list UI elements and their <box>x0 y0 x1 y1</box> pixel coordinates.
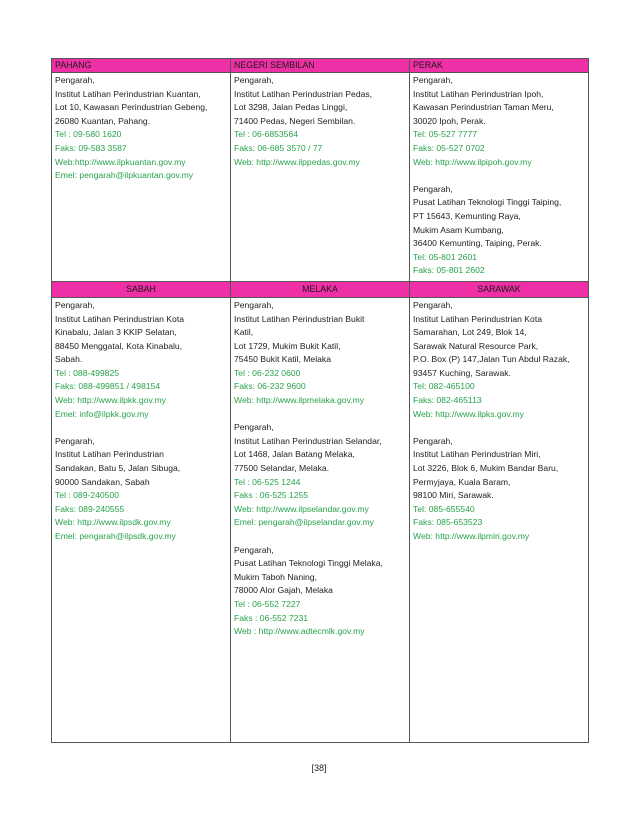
contact-line: Web: http://www.ilppedas.gov.my <box>234 156 360 167</box>
institute-entry <box>55 435 228 544</box>
contact-line: Emel: pengarah@ilpkuantan.gov.my <box>55 170 194 181</box>
state-header-pahang: PAHANG <box>52 59 231 73</box>
contact-line: Faks: 088-499851 / 498154 <box>55 381 161 392</box>
contact-line: Tel : 06-525 1244 <box>234 476 301 487</box>
header-row-1 <box>52 59 589 73</box>
contact-line: Faks : 06-552 7231 <box>234 612 309 623</box>
entry-spacer <box>413 421 586 435</box>
address-line: 88450 Menggatal, Kota Kinabalu, <box>55 340 183 351</box>
address-line: Institut Latihan Perindustrian Kuantan, <box>55 88 201 99</box>
address-line: Katil, <box>234 327 254 338</box>
cell-melaka <box>231 297 410 742</box>
contact-line: Web: http://www.ilpsdk.gov.my <box>55 517 171 528</box>
address-line: Sandakan, Batu 5, Jalan Sibuga, <box>55 463 181 474</box>
cell-perak <box>410 73 589 282</box>
address-line: Sarawak Natural Resource Park, <box>413 340 539 351</box>
contact-line: Faks: 05-801 2602 <box>413 265 485 276</box>
address-line: Samarahan, Lot 249, Blok 14, <box>413 327 527 338</box>
content-row-1 <box>52 73 589 282</box>
cell-sabah <box>52 297 231 742</box>
contact-line: Faks: 089-240555 <box>55 503 125 514</box>
contact-line: Web: http://www.ilpks.gov.my <box>413 408 524 419</box>
address-line: Lot 3298, Jalan Pedas Linggi, <box>234 102 348 113</box>
contact-line: Tel: 05-527 7777 <box>413 129 478 140</box>
institute-entry <box>413 299 586 421</box>
institute-entry <box>413 435 586 544</box>
state-header-negeri-sembilan: NEGERI SEMBILAN <box>231 59 410 73</box>
address-line: 78000 Alor Gajah, Melaka <box>234 585 333 596</box>
institute-entry <box>234 74 407 169</box>
address-line: Pengarah, <box>55 299 95 310</box>
address-line: PT 15643, Kemunting Raya, <box>413 210 521 221</box>
entry-spacer <box>55 421 228 435</box>
contact-line: Faks: 09-583 3587 <box>55 142 127 153</box>
address-line: Lot 10, Kawasan Perindustrian Gebeng, <box>55 102 208 113</box>
contact-line: Tel : 09-580 1620 <box>55 129 122 140</box>
address-line: 30020 Ipoh, Perak. <box>413 115 486 126</box>
contact-line: Web : http://www.adtecmlk.gov.my <box>234 626 365 637</box>
address-line: Institut Latihan Perindustrian Bukit <box>234 313 365 324</box>
institute-entry <box>234 544 407 639</box>
contact-line: Faks: 085-653523 <box>413 517 483 528</box>
contact-line: Faks: 082-465113 <box>413 395 482 406</box>
address-line: Kinabalu, Jalan 3 KKIP Selatan, <box>55 327 177 338</box>
institute-entry <box>413 183 586 278</box>
contact-line: Web: http://www.ilpipoh.gov.my <box>413 156 532 167</box>
address-line: Mukim Asam Kumbang, <box>413 224 504 235</box>
address-line: Lot 1729, Mukim Bukit Katil, <box>234 340 341 351</box>
address-line: 98100 Miri, Sarawak. <box>413 490 494 501</box>
content-row-2 <box>52 297 589 742</box>
contact-line: Web: http://www.ilpmiri.gov.my <box>413 531 530 541</box>
address-line: 26080 Kuantan, Pahang. <box>55 115 151 126</box>
address-line: 71400 Pedas, Negeri Sembilan. <box>234 115 356 126</box>
address-line: Pengarah, <box>55 75 95 85</box>
state-header-sabah: SABAH <box>52 281 231 297</box>
address-line: 36400 Kemunting, Taiping, Perak. <box>413 238 542 249</box>
institute-entry <box>413 74 586 169</box>
institute-entry <box>234 299 407 408</box>
address-line: Institut Latihan Perindustrian Kota <box>413 313 542 324</box>
address-line: Pengarah, <box>413 75 453 85</box>
contact-line: Tel : 06-232 0600 <box>234 367 301 378</box>
address-line: Pengarah, <box>413 435 453 446</box>
contact-line: Faks: 06-685 3570 / 77 <box>234 142 323 153</box>
contact-line: Emel: info@ilpkk.gov.my <box>55 408 149 419</box>
address-line: Lot 1468, Jalan Batang Melaka, <box>234 449 355 460</box>
institute-directory-table <box>51 58 589 743</box>
contact-line: Tel : 088-499825 <box>55 367 120 378</box>
address-line: Institut Latihan Perindustrian Kota <box>55 313 184 324</box>
address-line: Pengarah, <box>413 299 453 310</box>
address-line: Institut Latihan Perindustrian Ipoh, <box>413 88 544 99</box>
state-header-perak: PERAK <box>410 59 589 73</box>
address-line: Pusat Latihan Teknologi Tinggi Taiping, <box>413 197 562 208</box>
address-line: Lot 3226, Blok 6, Mukim Bandar Baru, <box>413 463 559 474</box>
contact-line: Tel: 082-465100 <box>413 381 475 392</box>
address-line: Pengarah, <box>234 544 274 555</box>
address-line: Pengarah, <box>55 435 95 446</box>
address-line: Pengarah, <box>413 183 453 194</box>
contact-line: Emel: pengarah@ilpsdk.gov.my <box>55 531 176 541</box>
address-line: Pusat Latihan Teknologi Tinggi Melaka, <box>234 558 383 569</box>
cell-negeri-sembilan <box>231 73 410 282</box>
address-line: Pengarah, <box>234 299 274 310</box>
address-line: Institut Latihan Perindustrian Pedas, <box>234 88 373 99</box>
contact-line: Faks: 05-527 0702 <box>413 142 485 153</box>
entry-spacer <box>413 169 586 183</box>
contact-line: Faks : 06-525 1255 <box>234 490 309 501</box>
contact-line: Tel: 085-655540 <box>413 503 475 514</box>
address-line: P.O. Box (P) 147,Jalan Tun Abdul Razak, <box>413 354 570 365</box>
contact-line: Web:http://www.ilpkuantan.gov.my <box>55 156 186 167</box>
institute-entry <box>55 74 228 183</box>
contact-line: Web: http://www.ilpmelaka.gov.my <box>234 395 365 406</box>
address-line: 77500 Selandar, Melaka. <box>234 463 330 474</box>
contact-line: Web: http://www.ilpselandar.gov.my <box>234 503 369 514</box>
address-line: 75450 Bukit Katil, Melaka <box>234 354 331 365</box>
address-line: Institut Latihan Perindustrian Miri, <box>413 449 541 460</box>
institute-entry <box>234 421 407 530</box>
cell-pahang <box>52 73 231 282</box>
header-row-2 <box>52 281 589 297</box>
address-line: 93457 Kuching, Sarawak. <box>413 367 511 378</box>
institute-entry <box>55 299 228 421</box>
entry-spacer <box>234 530 407 544</box>
contact-line: Web: http://www.ilpkk.gov.my <box>55 395 166 406</box>
entry-spacer <box>234 408 407 422</box>
contact-line: Tel : 06-6853564 <box>234 129 299 140</box>
contact-line: Faks: 06-232 9600 <box>234 381 306 392</box>
contact-line: Emel: pengarah@ilpselandar.gov.my <box>234 517 374 528</box>
address-line: Permyjaya, Kuala Baram, <box>413 476 511 487</box>
address-line: Pengarah, <box>234 422 274 433</box>
address-line: Institut Latihan Perindustrian Selandar, <box>234 435 382 446</box>
page-number: [38] <box>311 763 327 773</box>
state-header-sarawak: SARAWAK <box>410 281 589 297</box>
address-line: Mukim Taboh Naning, <box>234 571 317 582</box>
address-line: Pengarah, <box>234 75 274 85</box>
address-line: 90000 Sandakan, Sabah <box>55 476 150 487</box>
state-header-melaka: MELAKA <box>231 281 410 297</box>
contact-line: Tel : 06-552 7227 <box>234 598 301 609</box>
address-line: Institut Latihan Perindustrian <box>55 449 164 460</box>
address-line: Sabah. <box>55 354 83 365</box>
address-line: Kawasan Perindustrian Taman Meru, <box>413 102 554 113</box>
contact-line: Tel : 089-240500 <box>55 490 120 501</box>
contact-line: Tel: 05-801 2601 <box>413 251 478 262</box>
cell-sarawak <box>410 297 589 742</box>
